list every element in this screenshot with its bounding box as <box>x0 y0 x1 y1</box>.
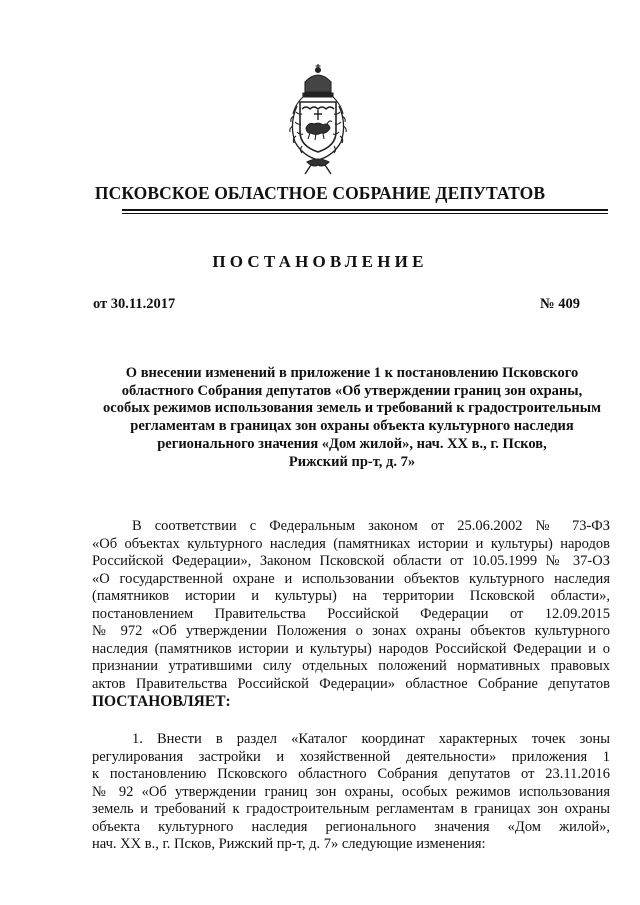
subject-line: регламентам в границах зон охраны объекта культурного наследия <box>130 418 574 435</box>
item-line: земель и требований к градостроительным регламентам в границах зон охраны <box>92 801 610 817</box>
preamble-line: «Об объектах культурного наследия (памятниках истории и культуры) народов <box>92 535 610 552</box>
item-1-paragraph <box>92 731 610 854</box>
item-line: нач. XX в., г. Псков, Рижский пр-т, д. 7» следующие изменения: <box>92 836 486 852</box>
preamble-line: постановлением Правительства Российской Федерации от 12.09.2015 <box>92 605 610 622</box>
coat-of-arms-emblem <box>283 62 353 178</box>
header-divider-thin <box>122 213 608 214</box>
subject-line: областного Собрания депутатов «Об утверждении границ зон охраны, <box>121 382 583 399</box>
item-line: объекта культурного наследия регионального значения «Дом жилой», <box>92 818 610 835</box>
document-number: № 409 <box>540 296 580 312</box>
preamble-line: В соответствии с Федеральным законом от 25.06.2002 № 73-ФЗ <box>132 518 610 534</box>
subject-line: Рижский пр-т, д. 7» <box>288 453 416 470</box>
resolves-keyword: ПОСТАНОВЛЯЕТ: <box>92 693 231 710</box>
subject-line: О внесении изменений в приложение 1 к постановлению Псковского <box>125 365 579 381</box>
document-date: от 30.11.2017 <box>93 296 176 312</box>
preamble-line: наследия (памятников истории и культуры) народов Российской Федерации и о <box>92 640 610 657</box>
organization-title: ПСКОВСКОЕ ОБЛАСТНОЕ СОБРАНИЕ ДЕПУТАТОВ <box>94 183 546 203</box>
item-line: № 92 «Об утверждении границ зон охраны, особых режимов использования <box>92 783 610 800</box>
item-line: к постановлению Псковского областного Собрания депутатов от 23.11.2016 <box>92 766 610 782</box>
preamble-line: (памятников истории и культуры) на территории Псковской области», <box>92 588 610 604</box>
subject-line: особых режимов использования земель и требований к градостроительным <box>103 400 601 417</box>
preamble-line: «О государственной охране и использовании объектов культурного наследия <box>92 570 610 587</box>
document-subject <box>92 365 612 471</box>
item-line: регулирования застройки и хозяйственной деятельности» приложения 1 <box>92 748 610 765</box>
document-type-heading: ПОСТАНОВЛЕНИЕ <box>212 252 428 271</box>
preamble-line: актов Правительства Российской Федерации» областное Собрание депутатов <box>92 675 610 692</box>
item-line: 1. Внести в раздел «Каталог координат характерных точек зоны <box>132 731 610 747</box>
header-divider-thick <box>122 209 608 211</box>
preamble-paragraph <box>92 518 610 711</box>
subject-line: регионального значения «Дом жилой», нач. XX в., г. Псков, <box>157 435 547 452</box>
preamble-line: № 972 «Об утверждении Положения о зонах охраны объектов культурного <box>92 623 610 639</box>
preamble-line: признании утратившими силу отдельных положений нормативных правовых <box>92 658 610 674</box>
preamble-line: Российской Федерации», Законом Псковской области от 10.05.1999 № 37-ОЗ <box>92 553 610 569</box>
